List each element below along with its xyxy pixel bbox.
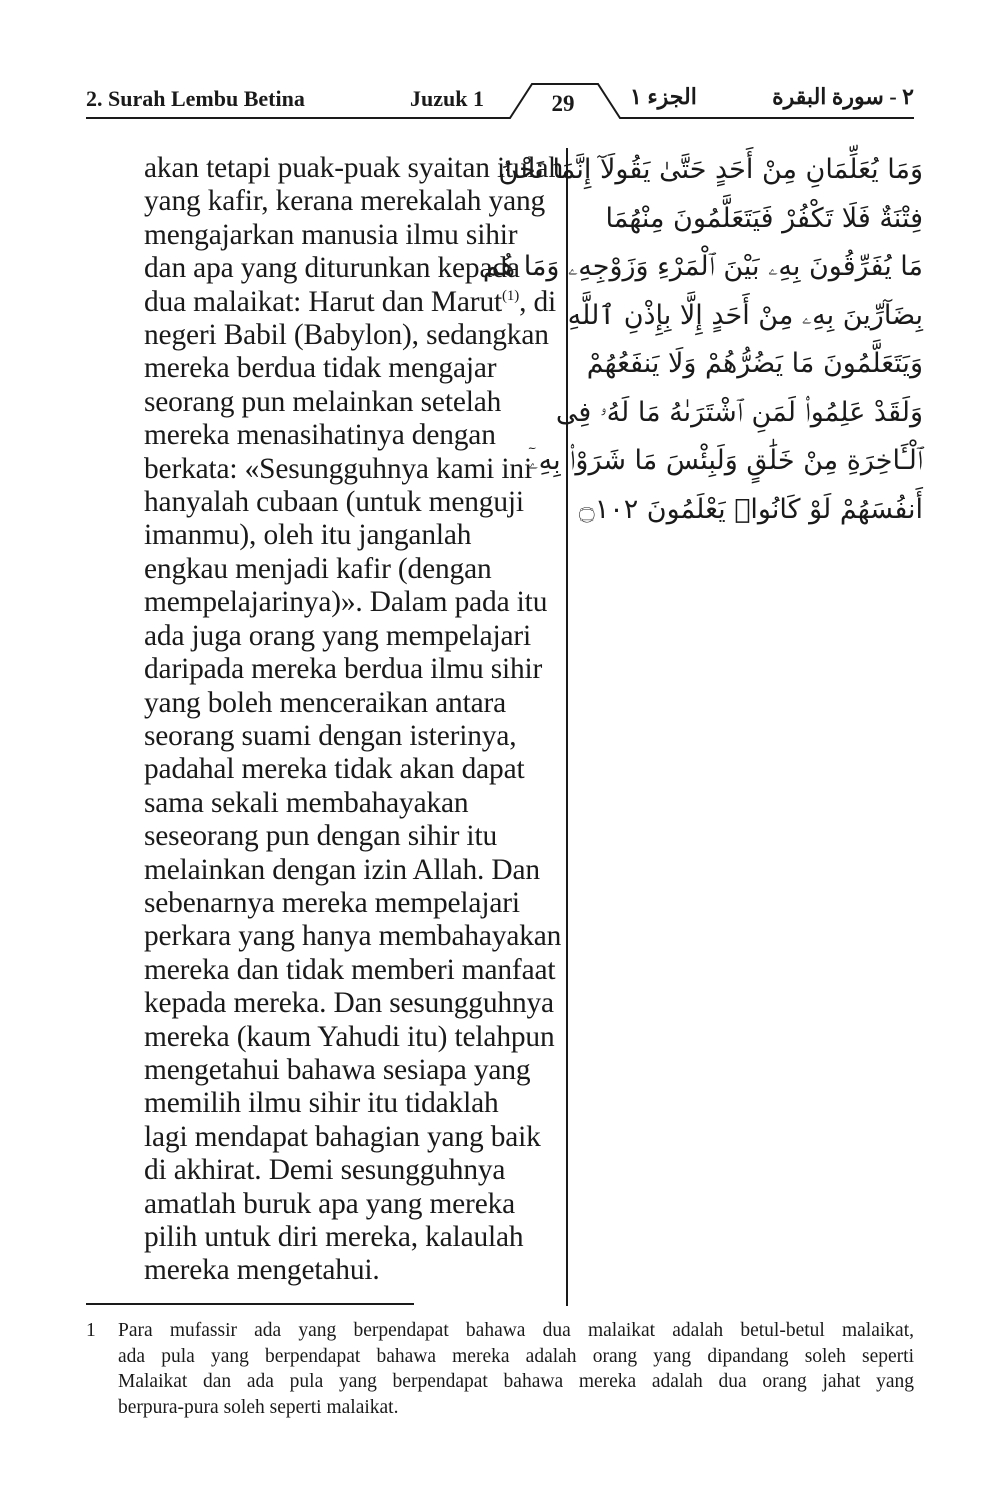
text-line: berkata: «Sesungguhnya kami ini <box>144 452 532 485</box>
text-line: ada juga orang yang mempelajari <box>144 619 532 652</box>
text-line: mereka berdua tidak mengajar <box>144 352 497 385</box>
text-line: amatlah buruk apa yang mereka <box>144 1187 516 1220</box>
text-line: seorang suami dengan isterinya, <box>144 719 517 752</box>
text-line: di akhirat. Demi sesungguhnya <box>144 1154 506 1187</box>
text-line: dan apa yang diturunkan kepada <box>144 252 520 285</box>
footnote-number: 1 <box>86 1320 96 1341</box>
text-line: mempelajarinya)». Dalam pada itu <box>144 586 548 619</box>
text-line: melainkan dengan izin Allah. Dan <box>144 853 540 886</box>
text-line: mereka (kaum Yahudi itu) telahpun <box>144 1020 555 1053</box>
text-line: padahal mereka tidak akan dapat <box>144 753 525 786</box>
text-line: akan tetapi puak-puak syaitan itulah <box>144 152 563 184</box>
footnote-line: berpura-pura soleh seperti malaikat. <box>118 1396 399 1418</box>
footnote-text <box>118 1318 914 1420</box>
text-line: mengajarkan manusia ilmu sihir <box>144 218 518 251</box>
arabic-line: فِتْنَةٌ فَلَا تَكْفُرْ فَيَتَعَلَّمُونَ مِنْهُمَا <box>605 202 923 234</box>
text-line-suffix: , di <box>519 285 557 318</box>
translation-text <box>144 152 564 1288</box>
surah-title-latin: 2. Surah Lembu Betina <box>86 86 305 111</box>
arabic-line: وَيَتَعَلَّمُونَ مَا يَضُرُّهُمْ وَلَا يَنفَعُهُمْ <box>586 348 923 379</box>
page-header <box>0 0 1000 130</box>
text-line: mereka dan tidak memberi manfaat <box>144 953 556 986</box>
footnote-line: Para mufassir ada yang berpendapat bahawa dua malaikat adalah betul-betul malaikat, <box>118 1320 914 1341</box>
text-line: seorang pun melainkan setelah <box>144 385 502 418</box>
text-line: sebenarnya mereka mempelajari <box>144 886 520 919</box>
text-line: yang boleh menceraikan antara <box>144 686 507 719</box>
text-line: perkara yang hanya membahayakan <box>144 920 562 953</box>
arabic-line: وَمَا يُعَلِّمَانِ مِنْ أَحَدٍ حَتَّىٰ يَقُولَآ إِنَّمَا نَحْنُ <box>498 154 923 185</box>
text-line: dua malaikat: Harut dan Marut <box>144 285 503 318</box>
juz-label-arabic: الجزء ١ <box>630 84 697 109</box>
arabic-line: بِضَآرِّينَ بِهِۦ مِنْ أَحَدٍ إِلَّا بِإِذْنِ ٱللَّهِ <box>567 299 923 331</box>
page-number: 29 <box>551 91 575 116</box>
arabic-line: ٱلْـَٔاخِرَةِ مِنْ خَلَٰقٍ وَلَبِئْسَ مَا شَرَوْا۟ بِهِۦٓ <box>528 445 923 476</box>
surah-title-arabic: ٢ - سورة البقرة <box>772 84 914 109</box>
text-line: mereka mengetahui. <box>144 1254 380 1287</box>
text-line: kepada mereka. Dan sesungguhnya <box>144 987 554 1020</box>
arabic-line: أَنفُسَهُمْ لَوْ كَانُوا۟ يَعْلَمُونَ ۝١٠٢ <box>578 493 923 525</box>
footnote-divider <box>86 1303 414 1305</box>
text-line: daripada mereka berdua ilmu sihir <box>144 653 543 686</box>
juzuk-label: Juzuk 1 <box>410 86 484 111</box>
text-line: mereka menasihatinya dengan <box>144 419 496 452</box>
footnote-line: ada pula yang berpendapat bahawa mereka adalah orang yang dipandang soleh seperti <box>118 1345 914 1367</box>
text-line: hanyalah cubaan (untuk menguji <box>144 486 524 519</box>
text-line: mengetahui bahawa sesiapa yang <box>144 1053 531 1086</box>
text-line: memilih ilmu sihir itu tidaklah <box>144 1087 499 1120</box>
arabic-line: وَلَقَدْ عَلِمُوا۟ لَمَنِ ٱشْتَرَىٰهُ مَا لَهُۥ فِى <box>555 396 923 428</box>
text-line: negeri Babil (Babylon), sedangkan <box>144 319 549 352</box>
text-line: yang kafir, kerana merekalah yang <box>144 185 546 218</box>
text-line: sama sekali membahayakan <box>144 786 469 819</box>
text-line: seseorang pun dengan sihir itu <box>144 820 498 853</box>
text-line: imanmu), oleh itu janganlah <box>144 519 472 552</box>
text-line: lagi mendapat bahagian yang baik <box>144 1120 541 1153</box>
footnote-line: Malaikat dan ada pula yang berpendapat bahawa mereka adalah dua orang jahat yang <box>118 1371 914 1392</box>
text-line: pilih untuk diri mereka, kalaulah <box>144 1221 524 1253</box>
footnote-reference[interactable]: (1) <box>502 287 520 304</box>
text-line: engkau menjadi kafir (dengan <box>144 552 492 585</box>
arabic-line: مَا يُفَرِّقُونَ بِهِۦ بَيْنَ ٱلْمَرْءِ وَزَوْجِهِۦ وَمَا هُم <box>482 251 923 282</box>
